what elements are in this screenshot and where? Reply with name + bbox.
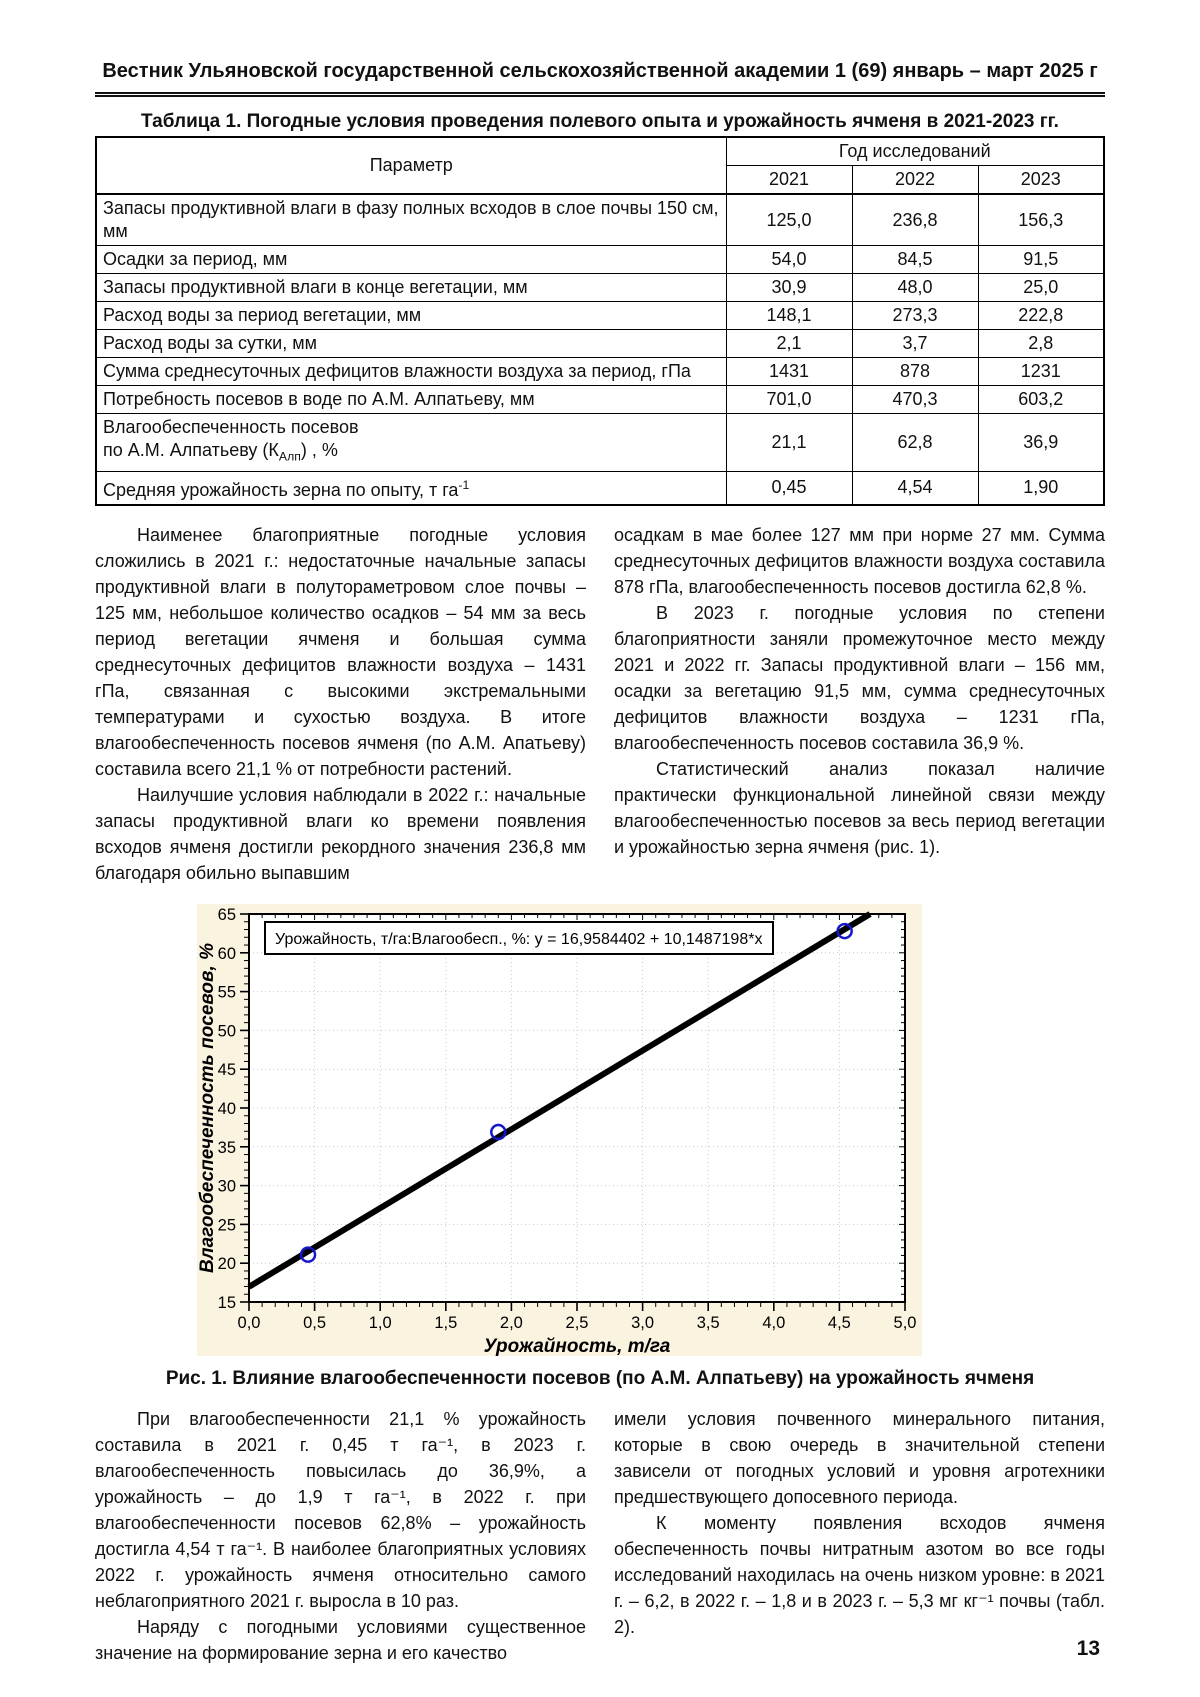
paragraph: имели условия почвенного минерального питания, которые в свою очередь в значительной степени зависели от погодных условий и уровня агротехники предшествующего допосевного периода.	[614, 1408, 1105, 1507]
paragraph: Наилучшие условия наблюдали в 2022 г.: начальные запасы продуктивной влаги ко времени появления всходов ячменя достигли рекордного значения 236,8 мм благодаря обильно выпавшим	[95, 784, 586, 883]
table-row	[96, 358, 1104, 386]
table-caption: Таблица 1. Погодные условия проведения полевого опыта и урожайность ячменя в 2021-2023 гг.	[141, 111, 1059, 132]
svg-text:15: 15	[217, 1293, 236, 1312]
svg-text:60: 60	[217, 944, 236, 963]
param-cell: Запасы продуктивной влаги в фазу полных всходов в слое почвы 150 см, мм	[96, 194, 726, 246]
svg-text:0,5: 0,5	[303, 1313, 327, 1332]
row-label-part: ) , %	[300, 440, 338, 460]
body-bottom-right-column	[614, 1406, 1105, 1666]
value-cell: 4,54	[852, 471, 978, 505]
row-label-part: по А.М. Алпатьеву (К	[103, 440, 279, 460]
svg-text:55: 55	[217, 983, 236, 1002]
row-label-superscript: -1	[458, 477, 470, 492]
value-cell: 48,0	[852, 274, 978, 302]
paragraph: Статистический анализ показал наличие практически функциональной линейной связи между влагообеспеченностью посевов за весь период вегетации и урожайностью зерна ячменя (рис. 1).	[614, 758, 1105, 857]
table-row	[96, 194, 1104, 246]
svg-text:Урожайность, т/га:Влагообесп.,: Урожайность, т/га:Влагообесп., %: y = 16,9584402 + 10,1487198*x	[275, 930, 763, 948]
paragraph: К моменту появления всходов ячменя обеспеченность почвы нитратным азотом во все годы исследований находилась на очень низком уровне: в 2021 г. – 6,2, в 2022 г. – 1,8 и в 2023 г. – 5,3 мг кг⁻¹ почвы (табл. 2).	[614, 1512, 1105, 1637]
value-cell: 1431	[726, 358, 852, 386]
table-row	[96, 471, 1104, 505]
figure-caption: Рис. 1. Влияние влагообеспеченности посевов (по А.М. Алпатьеву) на урожайность ячменя	[165, 1367, 1035, 1389]
row-label-part: Влагообеспеченность посевов	[103, 417, 359, 437]
value-cell: 878	[852, 358, 978, 386]
table-row	[96, 274, 1104, 302]
page-number: 13	[1076, 1637, 1100, 1660]
svg-text:45: 45	[217, 1060, 236, 1079]
table-row	[96, 414, 1104, 472]
body-top-right-column	[614, 522, 1105, 886]
value-cell: 222,8	[978, 302, 1104, 330]
paragraph: Наряду с погодными условиями существенное значение на формирование зерна и его качество	[95, 1616, 586, 1663]
value-cell: 2,8	[978, 330, 1104, 358]
value-cell: 84,5	[852, 246, 978, 274]
years-header-cell: Год исследований	[726, 137, 1104, 166]
value-cell: 701,0	[726, 386, 852, 414]
svg-text:50: 50	[217, 1021, 236, 1040]
svg-text:3,5: 3,5	[696, 1313, 720, 1332]
value-cell: 603,2	[978, 386, 1104, 414]
param-cell: Расход воды за сутки, мм	[96, 330, 726, 358]
weather-table	[95, 136, 1105, 506]
value-cell: 30,9	[726, 274, 852, 302]
figure-1	[197, 904, 922, 1356]
svg-text:Влагообеспеченность посевов, %: Влагообеспеченность посевов, %	[197, 942, 218, 1273]
value-cell: 125,0	[726, 194, 852, 246]
param-cell: Сумма среднесуточных дефицитов влажности воздуха за период, гПа	[96, 358, 726, 386]
value-cell: 2,1	[726, 330, 852, 358]
svg-text:20: 20	[217, 1254, 236, 1273]
year-cell: 2023	[978, 166, 1104, 195]
param-cell: Запасы продуктивной влаги в конце вегетации, мм	[96, 274, 726, 302]
svg-text:35: 35	[217, 1138, 236, 1157]
param-cell	[96, 471, 726, 505]
table-row	[96, 330, 1104, 358]
value-cell: 54,0	[726, 246, 852, 274]
value-cell: 62,8	[852, 414, 978, 472]
journal-header: Вестник Ульяновской государственной сельскохозяйственной академии 1 (69) январь – март 2025 г	[95, 58, 1105, 97]
body-bottom-left-column	[95, 1406, 586, 1666]
svg-text:2,5: 2,5	[565, 1313, 589, 1332]
value-cell: 1231	[978, 358, 1104, 386]
scatter-chart	[197, 904, 922, 1356]
svg-text:3,0: 3,0	[631, 1313, 655, 1332]
year-cell: 2022	[852, 166, 978, 195]
paragraph: При влагообеспеченности 21,1 % урожайность составила в 2021 г. 0,45 т га⁻¹, в 2023 г. влагообеспеченность повысилась до 36,9%, а урожайность – до 1,9 т га⁻¹, в 2022 г. при влагообеспеченности посевов 62,8% – урожайность достигла 4,54 т га⁻¹. В наиболее благоприятных условиях 2022 г. урожайность ячменя относительно самого неблагоприятного 2021 г. выросла в 10 раз.	[95, 1408, 586, 1611]
row-label-subscript: Алп	[278, 449, 301, 464]
svg-text:1,0: 1,0	[368, 1313, 392, 1332]
row-label-part: Средняя урожайность зерна по опыту, т га	[103, 479, 459, 500]
value-cell: 236,8	[852, 194, 978, 246]
svg-text:25: 25	[217, 1215, 236, 1234]
value-cell: 25,0	[978, 274, 1104, 302]
table-row	[96, 246, 1104, 274]
svg-text:5,0: 5,0	[893, 1313, 917, 1332]
table-row	[96, 302, 1104, 330]
svg-text:Урожайность, т/га: Урожайность, т/га	[483, 1335, 671, 1356]
svg-text:1,5: 1,5	[434, 1313, 458, 1332]
value-cell: 21,1	[726, 414, 852, 472]
value-cell: 273,3	[852, 302, 978, 330]
value-cell: 156,3	[978, 194, 1104, 246]
value-cell: 91,5	[978, 246, 1104, 274]
svg-text:65: 65	[217, 905, 236, 924]
svg-text:40: 40	[217, 1099, 236, 1118]
svg-text:30: 30	[217, 1177, 236, 1196]
value-cell: 1,90	[978, 471, 1104, 505]
param-cell: Потребность посевов в воде по А.М. Алпатьеву, мм	[96, 386, 726, 414]
value-cell: 0,45	[726, 471, 852, 505]
value-cell: 3,7	[852, 330, 978, 358]
value-cell: 36,9	[978, 414, 1104, 472]
body-top	[95, 522, 1105, 886]
svg-text:0,0: 0,0	[237, 1313, 261, 1332]
svg-text:2,0: 2,0	[499, 1313, 523, 1332]
body-bottom	[95, 1406, 1105, 1666]
paragraph: осадкам в мае более 127 мм при норме 27 мм. Сумма среднесуточных дефицитов влажности воздуха составила 878 гПа, влагообеспеченность посевов достигла 62,8 %.	[614, 524, 1105, 597]
paragraph: В 2023 г. погодные условия по степени благоприятности заняли промежуточное место между 2021 и 2022 гг. Запасы продуктивной влаги – 156 мм, осадки за вегетацию 91,5 мм, сумма среднесуточных дефицитов влажности воздуха – 1231 гПа, влагообеспеченность посевов составила 36,9 %.	[614, 602, 1105, 753]
table-header-row	[96, 137, 1104, 166]
value-cell: 148,1	[726, 302, 852, 330]
year-cell: 2021	[726, 166, 852, 195]
param-cell: Осадки за период, мм	[96, 246, 726, 274]
param-cell: Расход воды за период вегетации, мм	[96, 302, 726, 330]
paragraph: Наименее благоприятные погодные условия сложились в 2021 г.: недостаточные начальные запасы продуктивной влаги в полутораметровом слое почвы – 125 мм, небольшое количество осадков – 54 мм за весь период вегетации ячменя и большая сумма среднесуточных дефицитов влажности воздуха – 1431 гПа, связанная с высокими экстремальными температурами и сухостью воздуха. В итоге влагообеспеченность посевов ячменя (по А.М. Апатьеву) составила всего 21,1 % от потребности растений.	[95, 524, 586, 779]
svg-text:4,5: 4,5	[827, 1313, 851, 1332]
param-cell	[96, 414, 726, 472]
param-header-cell: Параметр	[96, 137, 726, 194]
value-cell: 470,3	[852, 386, 978, 414]
body-top-left-column	[95, 522, 586, 886]
svg-text:4,0: 4,0	[762, 1313, 786, 1332]
table-row	[96, 386, 1104, 414]
